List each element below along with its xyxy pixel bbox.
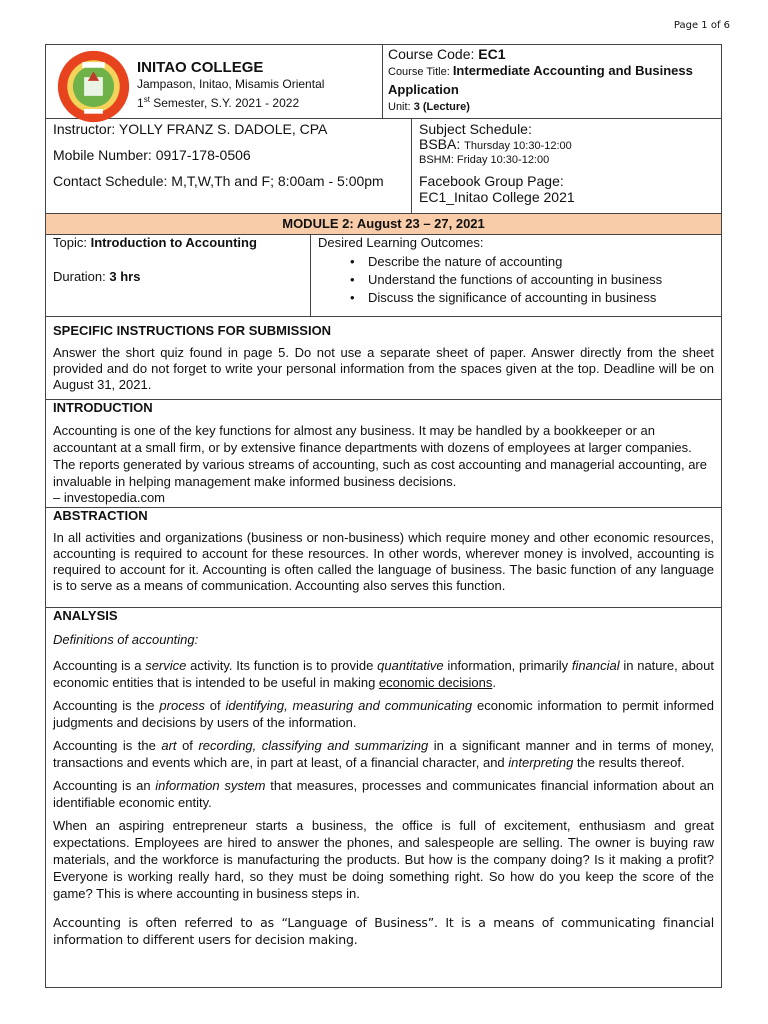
instructions-section bbox=[46, 317, 721, 400]
definition-4: Accounting is an information system that measures, processes and communicates financial information about an identifiable economic entity. bbox=[53, 778, 714, 810]
header-row bbox=[46, 45, 721, 119]
topic-block bbox=[46, 235, 311, 316]
analysis-subheading: Definitions of accounting: bbox=[53, 632, 199, 647]
abstraction-section bbox=[46, 508, 721, 608]
course-unit: Unit: 3 (Lecture) bbox=[388, 101, 470, 113]
definition-2: Accounting is the process of identifying, measuring and communicating economic information to permit informed judgments and decisions by users of the information. bbox=[53, 698, 714, 730]
semester: 1st Semester, S.Y. 2021 - 2022 bbox=[137, 95, 300, 110]
analysis-heading: ANALYSIS bbox=[53, 608, 118, 623]
introduction-source: – investopedia.com bbox=[53, 490, 166, 505]
outcomes-block bbox=[311, 235, 721, 316]
analysis-paragraph-5: When an aspiring entrepreneur starts a business, the office is full of excitement, enthusiasm and great expectations. Employees are hired to answer the phones, and salespeople are selling. The owner is buying raw materials, and the workforce is manufacturing the products. But how is the company doing? Is it making a profit? Everyone is working really hard, so they must be doing something right. So how do you keep the score of the game? This is where accounting in business steps in. bbox=[53, 818, 714, 901]
college-name: INITAO COLLEGE bbox=[137, 59, 264, 76]
facebook-label: Facebook Group Page: bbox=[419, 173, 564, 189]
course-block bbox=[383, 45, 721, 118]
outcome-item: • Describe the nature of accounting bbox=[368, 253, 714, 271]
instructor-block bbox=[46, 119, 412, 213]
schedule-bshm: BSHM: Friday 10:30-12:00 bbox=[419, 154, 550, 166]
module-sheet bbox=[45, 44, 722, 988]
introduction-heading: INTRODUCTION bbox=[53, 400, 153, 415]
course-title: Course Title: Intermediate Accounting and Business Application bbox=[388, 63, 693, 97]
schedule-label: Subject Schedule: bbox=[419, 121, 532, 137]
contact-schedule: Contact Schedule: M,T,W,Th and F; 8:00am - 5:00pm bbox=[53, 173, 384, 189]
college-seal-icon bbox=[56, 49, 131, 124]
college-block bbox=[46, 45, 383, 118]
abstraction-body: In all activities and organizations (business or non-business) which require money and other economic resources, accounting is required to account for these resources. In other words, wherever money is involved, accounting is required to account for it. Accounting is often called the language of business. The basic function of any language is to serve as a means of communication. Accounting also serves this function. bbox=[53, 530, 714, 593]
definition-1: Accounting is a service activity. Its function is to provide quantitative information, primarily financial in nature, about economic entities that is intended to be useful in making economic decisions. bbox=[53, 658, 714, 690]
instructor-name: Instructor: YOLLY FRANZ S. DADOLE, CPA bbox=[53, 121, 328, 137]
page-number: Page 1 of 6 bbox=[673, 20, 730, 31]
definition-3: Accounting is the art of recording, classifying and summarizing in a significant manner and in terms of money, transactions and events which are, in part at least, of a financial character, and interpreting the results thereof. bbox=[53, 738, 714, 770]
schedule-block bbox=[412, 119, 721, 213]
outcome-item: • Discuss the significance of accounting in business bbox=[368, 289, 714, 307]
abstraction-heading: ABSTRACTION bbox=[53, 508, 148, 523]
facebook-page: EC1_Initao College 2021 bbox=[419, 189, 575, 205]
instructor-row bbox=[46, 119, 721, 214]
schedule-bsba: BSBA: Thursday 10:30-12:00 bbox=[419, 136, 572, 152]
outcomes-list bbox=[340, 253, 714, 307]
instructor-mobile: Mobile Number: 0917-178-0506 bbox=[53, 147, 251, 163]
course-code: Course Code: EC1 bbox=[388, 46, 506, 62]
module-title: MODULE 2: August 23 – 27, 2021 bbox=[46, 214, 721, 235]
analysis-section bbox=[46, 608, 721, 948]
analysis-paragraph-6: Accounting is often referred to as “Language of Business”. It is a means of communicating financial information to different users for decision making. bbox=[53, 915, 714, 947]
introduction-body: Accounting is one of the key functions for almost any business. It may be handled by a bookkeeper or an accountant at a small firm, or by extensive finance departments with dozens of employees at larger companies. The reports generated by various streams of accounting, such as cost accounting and managerial accounting, are invaluable in helping management make informed business decisions. bbox=[53, 423, 707, 489]
instructions-heading: SPECIFIC INSTRUCTIONS FOR SUBMISSION bbox=[53, 323, 332, 338]
outcomes-label: Desired Learning Outcomes: bbox=[318, 235, 484, 250]
introduction-section bbox=[46, 400, 721, 508]
outcome-item: • Understand the functions of accounting in business bbox=[368, 271, 714, 289]
instructions-body: Answer the short quiz found in page 5. Do not use a separate sheet of paper. Answer directly from the sheet provided and do not forget to write your personal information from the spaces given at the top. Deadline will be on August 31, 2021. bbox=[53, 345, 714, 392]
duration: Duration: 3 hrs bbox=[53, 269, 141, 284]
college-address: Jampason, Initao, Misamis Oriental bbox=[137, 77, 325, 91]
topic-row bbox=[46, 235, 721, 317]
topic: Topic: Introduction to Accounting bbox=[53, 235, 257, 250]
